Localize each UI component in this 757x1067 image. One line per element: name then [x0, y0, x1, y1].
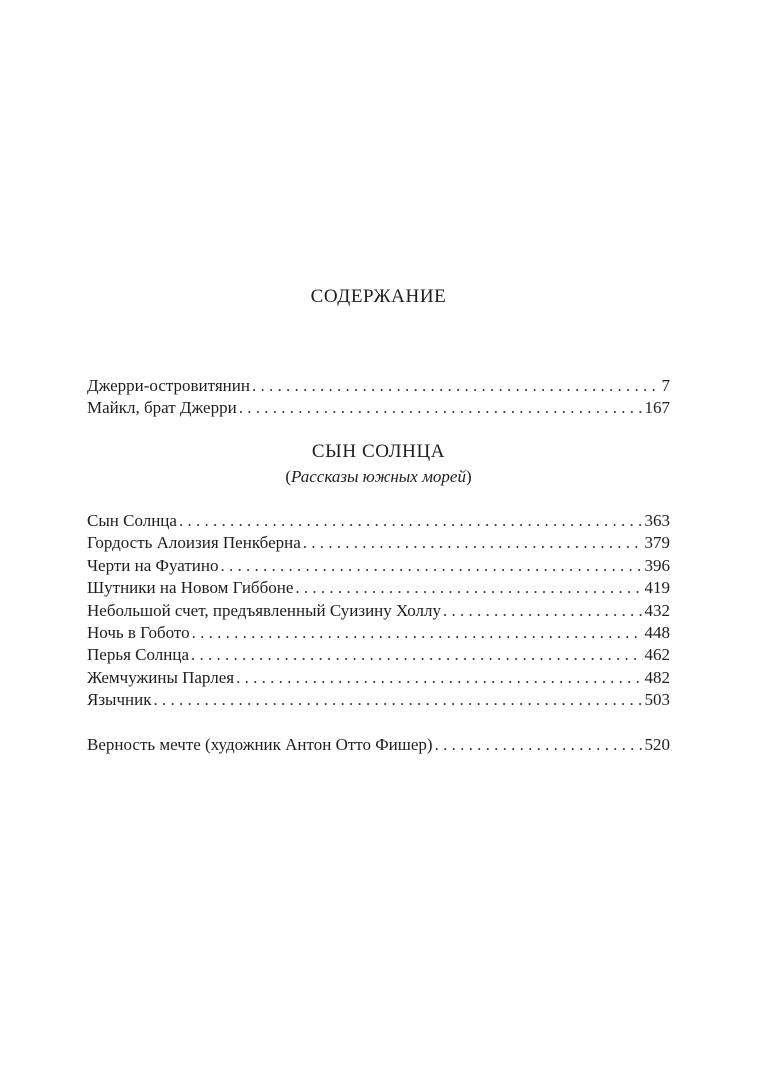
toc-entry [87, 622, 670, 644]
toc-entry [87, 644, 670, 666]
dot-leader [252, 375, 660, 397]
toc-entry-title: Сын Солнца [87, 511, 177, 530]
dot-leader [192, 622, 643, 644]
dot-leader [191, 644, 643, 666]
toc-entry [87, 510, 670, 532]
dot-leader [153, 689, 642, 711]
toc-group-novels [87, 375, 670, 420]
toc-entry [87, 532, 670, 554]
toc-entry-page: 396 [644, 555, 670, 575]
toc-entry-title: Джерри-островитянин [87, 376, 250, 395]
toc-entry-page: 363 [644, 511, 670, 530]
toc-entry-title: Верность мечте (художник Антон Отто Фишер) [87, 735, 433, 754]
dot-leader [239, 397, 643, 419]
toc-entry-title: Ночь в Гобото [87, 622, 190, 642]
toc-entry-page: 482 [644, 667, 670, 687]
toc-entry [87, 734, 670, 756]
toc-entry [87, 555, 670, 577]
toc-entry-title: Перья Солнца [87, 645, 189, 665]
toc-entry-page: 448 [644, 622, 670, 642]
dot-leader [435, 734, 643, 756]
toc-entry-title: Гордость Алоизия Пенкберна [87, 533, 301, 553]
toc-entry-page: 432 [644, 600, 670, 620]
toc-entry [87, 600, 670, 622]
contents-heading: СОДЕРЖАНИЕ [310, 286, 447, 307]
dot-leader [220, 555, 642, 577]
toc-entry-title: Небольшой счет, предъявленный Суизину Холлу [87, 600, 441, 620]
toc-entry [87, 667, 670, 689]
toc-entry [87, 577, 670, 599]
section-subtitle [0, 467, 757, 487]
toc-entry-page: 419 [644, 578, 670, 598]
section-heading: СЫН СОЛНЦА [311, 441, 446, 462]
toc-entry [87, 375, 670, 397]
dot-leader [236, 667, 642, 689]
toc-entry-page: 167 [644, 398, 670, 418]
subtitle-close-paren: ) [465, 467, 472, 486]
toc-entry [87, 397, 670, 419]
dot-leader [295, 577, 642, 599]
toc-entry-page: 503 [644, 690, 670, 710]
toc-entry-page: 7 [661, 376, 670, 395]
toc-entry-title: Жемчужины Парлея [87, 667, 235, 687]
dot-leader [179, 510, 643, 532]
toc-entry-title: Шутники на Новом Гиббоне [87, 578, 294, 598]
toc-entry-title: Черти на Фуатино [87, 555, 219, 575]
toc-entry-title: Язычник [87, 690, 152, 710]
toc-entry-page: 520 [644, 735, 670, 754]
toc-entry-title: Майкл, брат Джерри [87, 398, 237, 418]
subtitle-open-paren: ( [285, 467, 292, 486]
toc-entry-page: 379 [644, 533, 670, 553]
dot-leader [443, 600, 643, 622]
toc-entry [87, 689, 670, 711]
toc-group-stories [87, 510, 670, 712]
subtitle-text: Рассказы южных морей [291, 467, 466, 486]
toc-entry-page: 462 [644, 645, 670, 665]
toc-group-illustrations [87, 734, 670, 756]
dot-leader [303, 532, 643, 554]
